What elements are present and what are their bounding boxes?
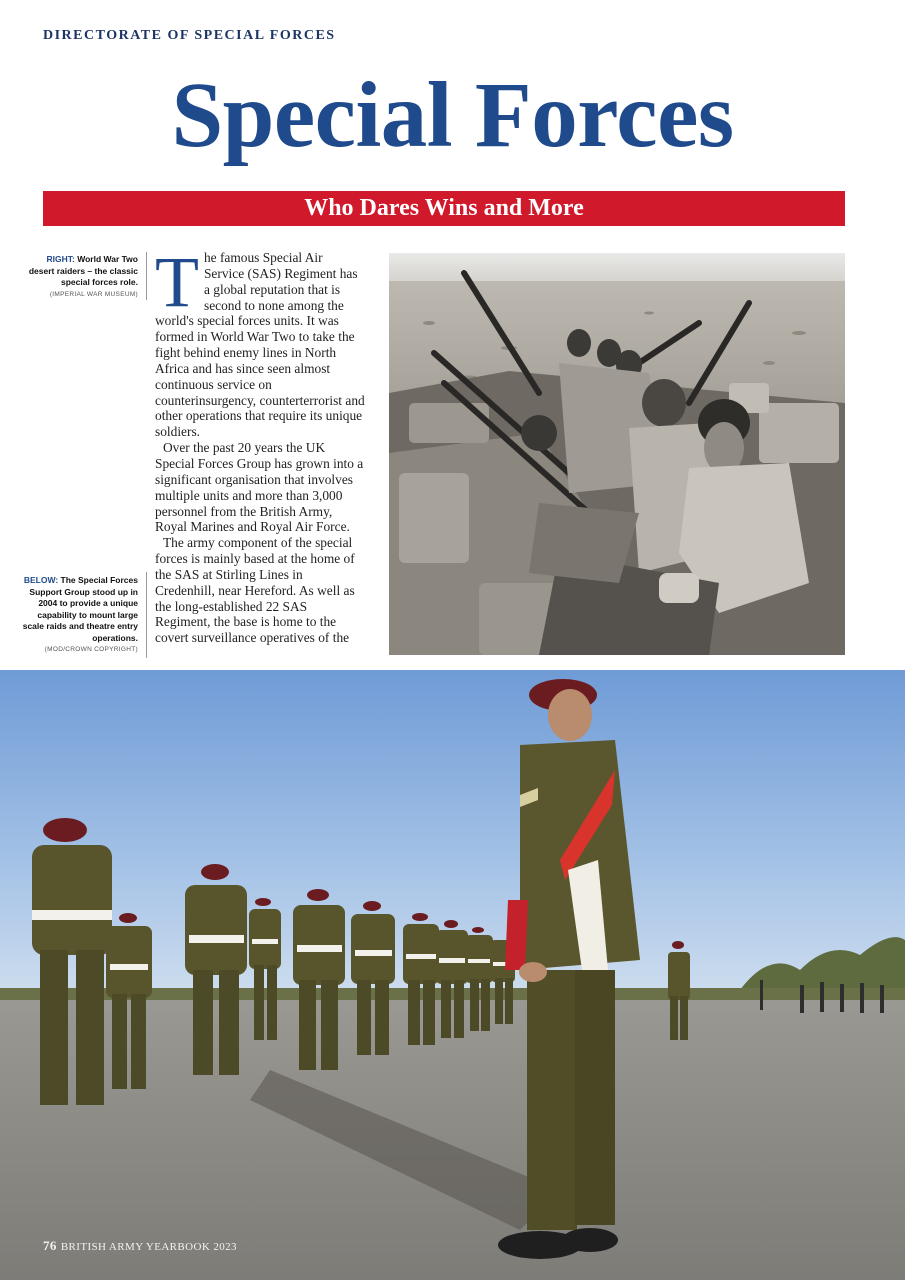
article-body bbox=[155, 250, 365, 660]
caption-right-text: World War Two desert raiders – the classic special forces role. bbox=[28, 254, 138, 287]
page-footer bbox=[43, 1238, 237, 1254]
caption-right bbox=[20, 254, 138, 300]
subtitle-banner: Who Dares Wins and More bbox=[43, 191, 845, 226]
caption-below-credit: (MOD/CROWN COPYRIGHT) bbox=[44, 646, 138, 653]
caption-right-credit: (IMPERIAL WAR MUSEUM) bbox=[49, 290, 138, 298]
caption-below bbox=[20, 575, 138, 656]
section-label: DIRECTORATE OF SPECIAL FORCES bbox=[43, 28, 336, 43]
caption-below-lead: BELOW: bbox=[23, 575, 59, 585]
article-paragraph bbox=[155, 250, 365, 440]
caption-divider bbox=[146, 572, 147, 658]
article-paragraph: Over the past 20 years the UK Special Forces Group has grown into a significant organisation that involves multiple units and more than 3,000 personnel from the British Army, Royal Marines and Royal Air Force. bbox=[155, 440, 364, 535]
page-number: 76 bbox=[43, 1238, 57, 1253]
caption-right-lead: RIGHT: bbox=[46, 254, 75, 264]
drop-cap: T bbox=[155, 250, 199, 322]
page-title: Special Forces bbox=[171, 64, 734, 167]
caption-below-text: The Special Forces Support Group stood up in 2004 to provide a unique capability to mount large scale raids and theatre entry operations. bbox=[22, 575, 138, 643]
desert-raiders-photo bbox=[389, 253, 845, 655]
article-paragraph-text: he famous Special Air Service (SAS) Regiment has a global reputation that is second to none among the world's special forces units. It was formed in World War Two to take the fight behind enemy lines in North Africa and has since seen almost continuous service on counterinsurgency, counterterrorist and other operations that require its unique soldiers. bbox=[155, 250, 365, 440]
parade-photo bbox=[0, 670, 905, 1280]
publication-name: BRITISH ARMY YEARBOOK 2023 bbox=[60, 1241, 237, 1253]
caption-divider bbox=[146, 252, 147, 300]
article-paragraph: The army component of the special forces is mainly based at the home of the SAS at Stirling Lines in Credenhill, near Hereford. As well as the long-established 22 SAS Regiment, the base is home to the covert surveillance operatives of the bbox=[155, 535, 355, 646]
